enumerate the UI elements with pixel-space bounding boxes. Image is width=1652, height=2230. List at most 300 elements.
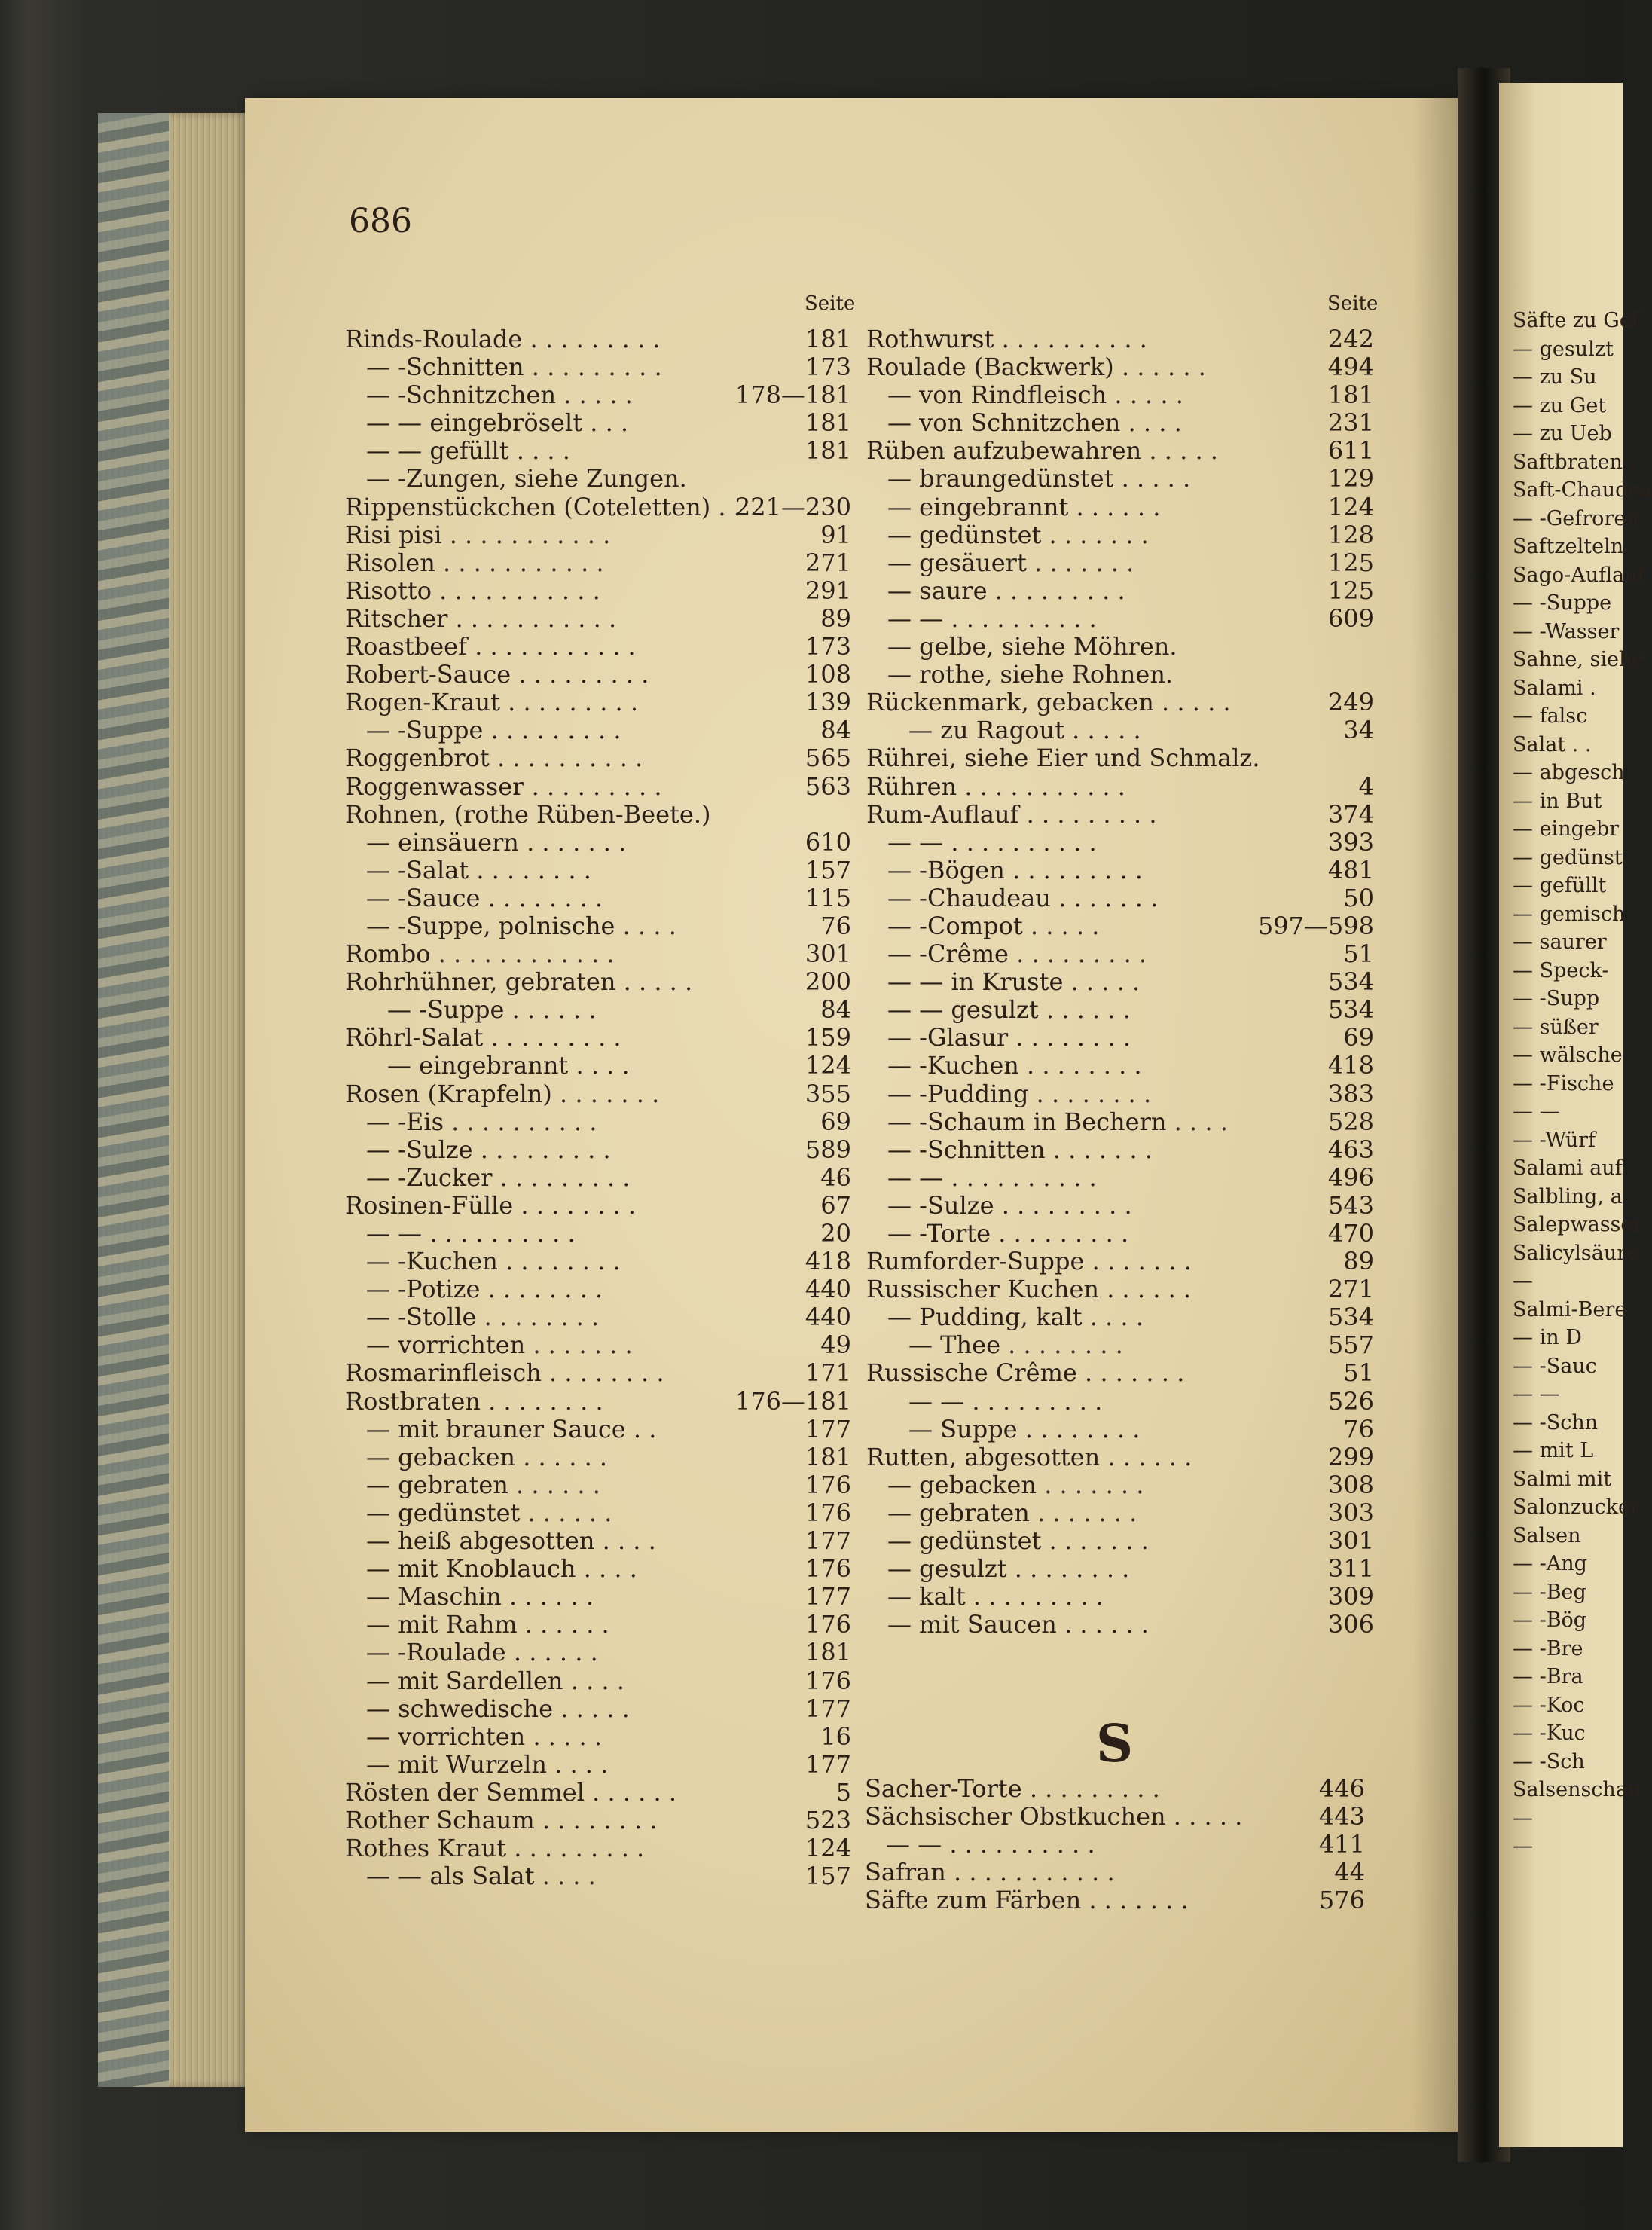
entry-label: — mit Sardellen . . . . xyxy=(366,1666,624,1695)
index-entry xyxy=(345,1108,851,1136)
next-page-fragment: — -Wasser xyxy=(1513,619,1620,643)
index-entry xyxy=(345,996,851,1024)
index-entry xyxy=(866,437,1374,465)
entry-label: Rosinen-Fülle . . . . . . . . xyxy=(345,1190,636,1220)
entry-page-number: 91 xyxy=(820,520,851,549)
entry-label: — gelbe, siehe Möhren. xyxy=(887,632,1177,661)
entry-page-number: 443 xyxy=(1318,1802,1365,1831)
entry-page-number: 44 xyxy=(1334,1858,1365,1887)
entry-page-number: 526 xyxy=(1327,1386,1374,1416)
entry-label: — -Suppe . . . . . . xyxy=(387,995,597,1025)
entry-page-number: 34 xyxy=(1343,716,1374,745)
index-entry xyxy=(866,773,1374,801)
entry-label: Rüben aufzubewahren . . . . . xyxy=(866,436,1218,466)
next-page-fragment: Salepwasser xyxy=(1513,1213,1643,1236)
entry-page-number: 4 xyxy=(1358,771,1374,801)
entry-page-number: 301 xyxy=(1327,1526,1374,1556)
entry-page-number: 176 xyxy=(805,1666,851,1695)
next-page-fragment: Salsenschau xyxy=(1513,1778,1641,1801)
entry-label: — gedünstet . . . . . . . xyxy=(887,520,1149,549)
next-page-fragment: — zu Get xyxy=(1513,393,1607,417)
entry-page-number: 157 xyxy=(805,855,851,884)
entry-page-number: 51 xyxy=(1343,939,1374,969)
entry-label: Rum-Auflauf . . . . . . . . . xyxy=(866,799,1157,829)
entry-label: — gebraten . . . . . . xyxy=(366,1470,600,1499)
next-page-fragment: — -Bra xyxy=(1513,1665,1583,1688)
next-page-fragment: — falsc xyxy=(1513,704,1588,728)
entry-page-number: 557 xyxy=(1327,1330,1374,1360)
entry-page-number: 89 xyxy=(1343,1247,1374,1276)
next-page-fragment: Saftbraten . xyxy=(1513,450,1636,474)
entry-label: — gedünstet . . . . . . xyxy=(366,1498,612,1527)
index-entry xyxy=(345,661,851,689)
entry-label: Russischer Kuchen . . . . . . xyxy=(866,1275,1192,1304)
entry-page-number: 440 xyxy=(805,1275,851,1304)
entry-label: Risi pisi . . . . . . . . . . . xyxy=(345,520,611,549)
next-page-fragment: — -Fische xyxy=(1513,1071,1614,1095)
index-entry xyxy=(345,549,851,577)
index-entry xyxy=(345,1024,851,1052)
entry-page-number: 355 xyxy=(805,1079,851,1108)
entry-label: — gebacken . . . . . . xyxy=(366,1442,608,1471)
entry-label: — -Pudding . . . . . . . . xyxy=(887,1079,1152,1108)
entry-label: Roastbeef . . . . . . . . . . . xyxy=(345,632,636,661)
entry-page-number: 76 xyxy=(1343,1414,1374,1443)
index-entry xyxy=(345,1471,851,1499)
index-column-right xyxy=(866,325,1374,1639)
index-entry xyxy=(345,968,851,996)
index-entry xyxy=(865,1886,1365,1914)
index-entry xyxy=(345,857,851,884)
index-entry xyxy=(345,1527,851,1555)
entry-label: Safran . . . . . . . . . . . xyxy=(865,1858,1115,1887)
index-entry xyxy=(345,1388,851,1416)
entry-label: — -Zucker . . . . . . . . . xyxy=(366,1162,631,1192)
index-entry xyxy=(866,1499,1374,1527)
index-entry xyxy=(866,577,1374,605)
index-entry xyxy=(345,912,851,940)
entry-label: Ritscher . . . . . . . . . . . xyxy=(345,603,617,633)
entry-label: Sacher-Torte . . . . . . . . . xyxy=(865,1774,1160,1803)
index-entry xyxy=(345,605,851,633)
entry-page-number: 177 xyxy=(805,1526,851,1556)
index-entry xyxy=(345,1667,851,1695)
entry-label: — -Roulade . . . . . . xyxy=(366,1638,598,1667)
entry-page-number: 463 xyxy=(1327,1135,1374,1164)
entry-label: — -Schaum in Bechern . . . . xyxy=(887,1107,1228,1136)
entry-label: — eingebrannt . . . . . . xyxy=(887,492,1161,521)
entry-label: Roulade (Backwerk) . . . . . . xyxy=(866,353,1206,382)
entry-page-number: 470 xyxy=(1327,1219,1374,1248)
entry-label: — gesäuert . . . . . . . xyxy=(887,548,1134,577)
entry-page-number: 311 xyxy=(1327,1554,1374,1584)
next-page-fragment: — gemisch xyxy=(1513,902,1626,926)
index-entry xyxy=(866,1527,1374,1555)
entry-page-number: 159 xyxy=(805,1023,851,1052)
index-entry xyxy=(866,1611,1374,1639)
entry-label: — gebraten . . . . . . . xyxy=(887,1498,1137,1527)
index-entry xyxy=(345,1416,851,1443)
entry-label: — -Eis . . . . . . . . . . xyxy=(366,1107,597,1136)
entry-label: — -Zungen, siehe Zungen. xyxy=(366,464,687,493)
entry-label: — mit brauner Sauce . . xyxy=(366,1414,657,1443)
entry-page-number: 69 xyxy=(1343,1023,1374,1052)
entry-label: Russische Crême . . . . . . . xyxy=(866,1358,1185,1388)
entry-label: — — . . . . . . . . . . xyxy=(887,603,1097,633)
next-page-fragment: — -Kuc xyxy=(1513,1721,1586,1745)
entry-page-number: 50 xyxy=(1343,883,1374,912)
index-entry xyxy=(345,1248,851,1275)
index-entry xyxy=(866,1136,1374,1164)
index-entry xyxy=(866,968,1374,996)
index-entry xyxy=(866,493,1374,521)
index-entry xyxy=(866,912,1374,940)
entry-page-number: 374 xyxy=(1327,799,1374,829)
entry-page-number: 249 xyxy=(1327,688,1374,717)
index-entry xyxy=(345,577,851,605)
index-column-left xyxy=(345,325,851,1890)
entry-page-number: 124 xyxy=(805,1051,851,1080)
entry-page-number: 523 xyxy=(805,1805,851,1834)
marbled-edge xyxy=(98,113,169,2087)
index-entry xyxy=(866,1303,1374,1331)
entry-label: — heiß abgesotten . . . . xyxy=(366,1526,656,1556)
entry-label: — gedünstet . . . . . . . xyxy=(887,1526,1149,1556)
next-page-fragment: — -Ang xyxy=(1513,1552,1587,1575)
entry-label: — schwedische . . . . . xyxy=(366,1694,630,1723)
index-entry xyxy=(866,605,1374,633)
index-entry xyxy=(345,1862,851,1890)
next-page-fragment: — gefüllt xyxy=(1513,874,1607,897)
index-entry xyxy=(866,1108,1374,1136)
index-entry xyxy=(865,1803,1365,1831)
column-header-right: Seite xyxy=(1327,292,1379,315)
column-header-left: Seite xyxy=(805,292,856,315)
next-page-fragment: — eingebr xyxy=(1513,817,1620,841)
index-entry xyxy=(866,521,1374,549)
entry-label: Rohnen, (rothe Rüben-Beete.) xyxy=(345,799,711,829)
entry-label: — kalt . . . . . . . . . xyxy=(887,1582,1104,1611)
entry-page-number: 76 xyxy=(820,911,851,940)
index-entry xyxy=(345,884,851,912)
entry-page-number: 181 xyxy=(805,436,851,466)
index-entry xyxy=(345,940,851,968)
entry-page-number: 291 xyxy=(805,576,851,605)
entry-label: — vorrichten . . . . . . . xyxy=(366,1330,633,1360)
entry-page-number: 176 xyxy=(805,1610,851,1639)
index-entry xyxy=(345,353,851,381)
entry-page-number: 177 xyxy=(805,1414,851,1443)
entry-label: Rühren . . . . . . . . . . . xyxy=(866,771,1125,801)
entry-label: Rogen-Kraut . . . . . . . . . xyxy=(345,688,639,717)
index-entry xyxy=(345,409,851,437)
entry-page-number: 610 xyxy=(805,827,851,857)
next-page-fragment: — xyxy=(1513,1269,1533,1293)
entry-page-number: 16 xyxy=(820,1721,851,1751)
entry-page-number: 576 xyxy=(1318,1886,1365,1915)
next-page-fragment: — wälsche xyxy=(1513,1043,1623,1067)
index-entry xyxy=(866,996,1374,1024)
entry-label: — mit Rahm . . . . . . xyxy=(366,1610,609,1639)
entry-label: Rostbraten . . . . . . . . xyxy=(345,1386,603,1416)
index-entry xyxy=(345,773,851,801)
entry-label: — — . . . . . . . . . xyxy=(908,1386,1103,1416)
entry-page-number: 67 xyxy=(820,1190,851,1220)
entry-page-number: 129 xyxy=(1327,464,1374,493)
index-entry xyxy=(345,1275,851,1303)
entry-label: — — als Salat . . . . xyxy=(366,1862,596,1891)
entry-page-number: 181 xyxy=(1327,380,1374,410)
entry-label: — Suppe . . . . . . . . xyxy=(908,1414,1141,1443)
entry-page-number: 271 xyxy=(805,548,851,577)
index-entry xyxy=(345,829,851,857)
entry-label: — von Schnitzchen . . . . xyxy=(887,408,1182,438)
entry-label: — saure . . . . . . . . . xyxy=(887,576,1125,605)
entry-page-number: 49 xyxy=(820,1330,851,1360)
entry-page-number: 411 xyxy=(1318,1830,1365,1859)
index-entry xyxy=(866,1388,1374,1416)
index-entry xyxy=(866,689,1374,716)
section-letter: S xyxy=(1096,1714,1134,1774)
next-page-fragment: — -Beg xyxy=(1513,1580,1586,1604)
next-page-fragment: — zu Su xyxy=(1513,365,1597,389)
next-page-fragment: — Speck- xyxy=(1513,958,1609,982)
entry-label: Rosen (Krapfeln) . . . . . . . xyxy=(345,1079,660,1108)
index-entry xyxy=(345,1080,851,1108)
index-entry xyxy=(345,801,851,829)
next-page-fragment: — -Suppe xyxy=(1513,591,1612,615)
next-page-fragment: Salmi-Bere xyxy=(1513,1297,1627,1321)
index-entry xyxy=(866,353,1374,381)
entry-label: — -Torte . . . . . . . . . xyxy=(887,1219,1129,1248)
index-entry xyxy=(345,1164,851,1192)
index-entry xyxy=(866,1164,1374,1192)
next-page-fragment: Sahne, siehe xyxy=(1513,648,1644,671)
entry-label: — rothe, siehe Rohnen. xyxy=(887,660,1174,689)
index-entry xyxy=(866,1052,1374,1080)
entry-label: Rutten, abgesotten . . . . . . xyxy=(866,1442,1192,1471)
entry-label: — — in Kruste . . . . . xyxy=(887,967,1141,997)
index-entry xyxy=(866,325,1374,353)
entry-page-number: 20 xyxy=(820,1219,851,1248)
entry-label: Rösten der Semmel . . . . . . xyxy=(345,1777,677,1807)
entry-page-number: 303 xyxy=(1327,1498,1374,1527)
next-page-fragment: — — xyxy=(1513,1382,1560,1406)
next-page-fragment: — -Sch xyxy=(1513,1749,1585,1773)
index-entry xyxy=(866,1192,1374,1220)
entry-label: — — . . . . . . . . . . xyxy=(886,1830,1095,1859)
next-page-fragment: Salat . . xyxy=(1513,732,1592,756)
index-entry xyxy=(865,1859,1365,1886)
index-entry xyxy=(866,1248,1374,1275)
entry-label: — -Schnitten . . . . . . . . . xyxy=(366,353,662,382)
entry-label: — -Schnitten . . . . . . . xyxy=(887,1135,1153,1164)
next-page-fragment: — -Sauc xyxy=(1513,1354,1597,1378)
index-entry xyxy=(345,1723,851,1751)
entry-page-number: 84 xyxy=(820,716,851,745)
next-page-fragment: — -Gefroren xyxy=(1513,506,1639,530)
entry-label: Risolen . . . . . . . . . . . xyxy=(345,548,604,577)
index-entry xyxy=(866,1024,1374,1052)
entry-page-number: 597—598 xyxy=(1257,911,1374,940)
next-page-fragment: — xyxy=(1513,1834,1533,1858)
next-page-fragment: Salami . xyxy=(1513,676,1596,700)
entry-page-number: 496 xyxy=(1327,1162,1374,1192)
entry-page-number: 589 xyxy=(805,1135,851,1164)
entry-page-number: 173 xyxy=(805,632,851,661)
index-entry xyxy=(865,1831,1365,1859)
entry-page-number: 308 xyxy=(1327,1470,1374,1499)
entry-page-number: 494 xyxy=(1327,353,1374,382)
index-entry xyxy=(865,1775,1365,1803)
index-entry xyxy=(345,1807,851,1834)
entry-page-number: 157 xyxy=(805,1862,851,1891)
index-entry xyxy=(345,325,851,353)
entry-page-number: 418 xyxy=(1327,1051,1374,1080)
index-entry xyxy=(345,1583,851,1611)
index-entry xyxy=(866,716,1374,744)
index-entry xyxy=(345,1611,851,1639)
index-entry xyxy=(345,1443,851,1471)
entry-label: — gebacken . . . . . . . xyxy=(887,1470,1144,1499)
entry-label: Rührei, siehe Eier und Schmalz. xyxy=(866,744,1260,773)
entry-label: Rückenmark, gebacken . . . . . xyxy=(866,688,1231,717)
entry-label: Sächsischer Obstkuchen . . . . . xyxy=(865,1802,1243,1831)
entry-label: — -Suppe, polnische . . . . xyxy=(366,911,676,940)
next-page-fragment: Sago-Auflauf xyxy=(1513,563,1645,587)
entry-label: Rosmarinfleisch . . . . . . . . xyxy=(345,1358,664,1388)
entry-page-number: 393 xyxy=(1327,827,1374,857)
entry-page-number: 299 xyxy=(1327,1442,1374,1471)
entry-label: Rother Schaum . . . . . . . . xyxy=(345,1805,658,1834)
entry-page-number: 242 xyxy=(1327,325,1374,353)
index-entry xyxy=(866,884,1374,912)
entry-label: — -Chaudeau . . . . . . . xyxy=(887,883,1159,912)
entry-page-number: 481 xyxy=(1327,855,1374,884)
entry-label: — -Potize . . . . . . . . xyxy=(366,1275,603,1304)
index-entry xyxy=(345,1220,851,1248)
next-page-fragment: — gesulzt xyxy=(1513,337,1614,361)
index-entry xyxy=(866,1331,1374,1359)
entry-label: Risotto . . . . . . . . . . . xyxy=(345,576,600,605)
index-entry xyxy=(345,1303,851,1331)
next-page-fragment: — gedünst xyxy=(1513,845,1623,869)
entry-label: — -Crême . . . . . . . . . xyxy=(887,939,1147,969)
index-entry xyxy=(866,1471,1374,1499)
entry-page-number: 231 xyxy=(1327,408,1374,438)
entry-label: Roggenbrot . . . . . . . . . . xyxy=(345,744,643,773)
entry-page-number: 181 xyxy=(805,408,851,438)
index-entry xyxy=(345,465,851,493)
next-page-fragment: Salicylsäure xyxy=(1513,1241,1639,1265)
index-entry xyxy=(866,409,1374,437)
entry-page-number: 271 xyxy=(1327,1275,1374,1304)
entry-page-number: 534 xyxy=(1327,967,1374,997)
index-entry xyxy=(866,549,1374,577)
entry-page-number: 534 xyxy=(1327,1303,1374,1332)
entry-page-number: 125 xyxy=(1327,548,1374,577)
index-entry xyxy=(866,633,1374,661)
next-page-fragment: Saft-Chaudea xyxy=(1513,478,1652,502)
entry-page-number: 181 xyxy=(805,325,851,353)
next-page-fragment: — -Würf xyxy=(1513,1128,1596,1152)
index-entry xyxy=(345,1499,851,1527)
entry-label: — Maschin . . . . . . xyxy=(366,1582,594,1611)
entry-label: — von Rindfleisch . . . . . xyxy=(887,380,1183,410)
index-entry xyxy=(345,744,851,772)
index-entry xyxy=(345,689,851,716)
entry-page-number: 139 xyxy=(805,688,851,717)
entry-page-number: 124 xyxy=(1327,492,1374,521)
entry-label: — Pudding, kalt . . . . xyxy=(887,1303,1144,1332)
entry-page-number: 46 xyxy=(820,1162,851,1192)
index-entry xyxy=(345,1136,851,1164)
entry-page-number: 125 xyxy=(1327,576,1374,605)
entry-page-number: 5 xyxy=(835,1777,851,1807)
entry-label: — mit Knoblauch . . . . xyxy=(366,1554,637,1584)
entry-page-number: 565 xyxy=(805,744,851,773)
index-entry xyxy=(345,1331,851,1359)
index-entry xyxy=(345,1751,851,1779)
next-page-fragment: Säfte zu Gef xyxy=(1513,309,1639,332)
index-entry xyxy=(345,1834,851,1862)
entry-label: — Thee . . . . . . . . xyxy=(908,1330,1123,1360)
entry-page-number: 115 xyxy=(805,883,851,912)
entry-label: Säfte zum Färben . . . . . . . xyxy=(865,1886,1189,1915)
entry-page-number: 534 xyxy=(1327,995,1374,1025)
entry-label: — -Suppe . . . . . . . . . xyxy=(366,716,621,745)
index-entry xyxy=(345,1555,851,1583)
entry-label: — eingebrannt . . . . xyxy=(387,1051,630,1080)
entry-page-number: 446 xyxy=(1318,1774,1365,1803)
next-page-fragment: Saftzelteln xyxy=(1513,535,1624,558)
entry-page-number: 177 xyxy=(805,1749,851,1779)
next-page-fragment: — in But xyxy=(1513,789,1602,813)
entry-label: — — gefüllt . . . . xyxy=(366,436,570,466)
entry-label: Rothes Kraut . . . . . . . . . xyxy=(345,1834,645,1863)
next-page-fragment: — abgesch xyxy=(1513,761,1625,784)
index-entry xyxy=(345,437,851,465)
index-entry xyxy=(345,633,851,661)
entry-label: — mit Wurzeln . . . . xyxy=(366,1749,609,1779)
entry-page-number: 176 xyxy=(805,1554,851,1584)
entry-label: Röhrl-Salat . . . . . . . . . xyxy=(345,1023,621,1052)
next-page-fragment: — mit L xyxy=(1513,1439,1594,1462)
entry-page-number: 176—181 xyxy=(734,1386,851,1416)
index-entry xyxy=(866,381,1374,409)
entry-page-number: 128 xyxy=(1327,520,1374,549)
entry-page-number: 84 xyxy=(820,995,851,1025)
index-entry xyxy=(345,1192,851,1220)
index-entry xyxy=(866,940,1374,968)
entry-page-number: 89 xyxy=(820,603,851,633)
entry-label: Rothwurst . . . . . . . . . . xyxy=(866,325,1147,353)
entry-label: Rumforder-Suppe . . . . . . . xyxy=(866,1247,1192,1276)
next-page-fragment: — — xyxy=(1513,1100,1560,1123)
entry-page-number: 177 xyxy=(805,1694,851,1723)
entry-label: Rombo . . . . . . . . . . . . xyxy=(345,939,615,969)
entry-label: Roggenwasser . . . . . . . . . xyxy=(345,771,662,801)
entry-page-number: 176 xyxy=(805,1498,851,1527)
index-entry xyxy=(866,1583,1374,1611)
next-page-fragment: — xyxy=(1513,1806,1533,1830)
entry-label: Rohrhühner, gebraten . . . . . xyxy=(345,967,693,997)
index-entry xyxy=(866,1443,1374,1471)
index-entry xyxy=(866,744,1374,772)
entry-label: — -Salat . . . . . . . . xyxy=(366,855,591,884)
entry-page-number: 181 xyxy=(805,1638,851,1667)
index-entry xyxy=(345,381,851,409)
